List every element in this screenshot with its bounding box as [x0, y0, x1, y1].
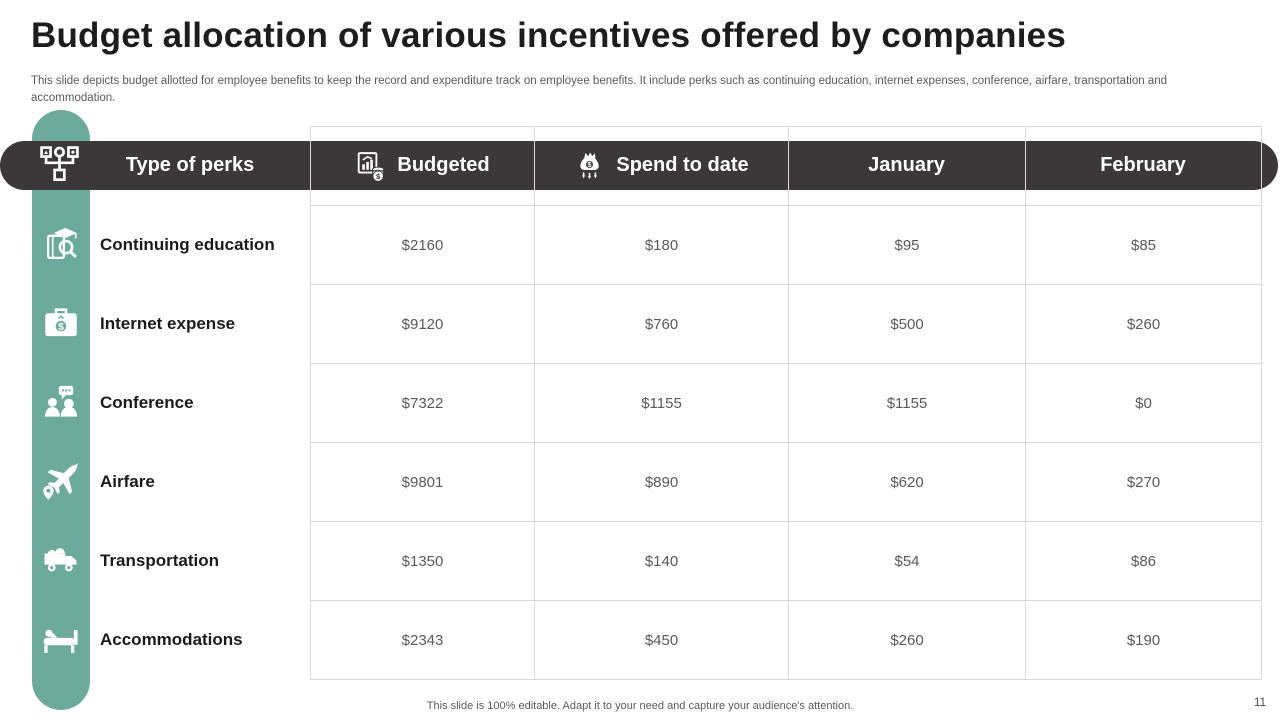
table-cell: $450 [535, 601, 789, 680]
education-icon [32, 205, 90, 284]
table-cell: $1350 [311, 522, 535, 601]
svg-text:$: $ [58, 321, 64, 333]
perk-icons [32, 205, 90, 679]
table-cell: $260 [789, 601, 1026, 680]
table-cell: $180 [535, 206, 789, 285]
row-label: Transportation [100, 550, 220, 570]
table-cell: $0 [1026, 364, 1262, 443]
table-cell: $760 [535, 285, 789, 364]
column-header-label: February [1100, 154, 1186, 176]
table-cell: $2343 [311, 601, 535, 680]
row-label: Internet expense [100, 313, 236, 333]
budget-table [310, 126, 1262, 680]
table-cell: $9120 [311, 285, 535, 364]
svg-text:$: $ [587, 162, 592, 170]
table-cell: $190 [1026, 601, 1262, 680]
hierarchy-icon [38, 144, 81, 187]
column-header-label: January [868, 154, 945, 176]
table-cell: $2160 [311, 206, 535, 285]
editable-note: This slide is 100% editable. Adapt it to your need and capture your audience's attention. [426, 700, 854, 712]
table-cell: $85 [1026, 206, 1262, 285]
svg-text:$: $ [376, 171, 381, 181]
column-header-label: Budgeted [397, 154, 490, 176]
slide-description: This slide depicts budget allotted for employee benefits to keep the record and expenditure track on employee benefits. It include perks such as continuing education, internet expenses, conference, airfare, transportation and accommodation. [31, 75, 1167, 104]
table-cell [789, 127, 1026, 206]
table-cell: $620 [789, 443, 1026, 522]
column-header-label: Spend to date [616, 154, 749, 176]
table-cell: $260 [1026, 285, 1262, 364]
table-cell: $86 [1026, 522, 1262, 601]
table-cell: $1155 [789, 364, 1026, 443]
page-number: 11 [1254, 697, 1266, 709]
plane-pin-icon [32, 442, 90, 521]
table-cell: $1155 [535, 364, 789, 443]
row-label: Continuing education [100, 234, 275, 254]
briefcase-coin-icon [32, 284, 90, 363]
table-cell: $500 [789, 285, 1026, 364]
row-label: Conference [100, 392, 194, 412]
table-cell: $140 [535, 522, 789, 601]
table-cell: $7322 [311, 364, 535, 443]
row-label: Airfare [100, 471, 155, 491]
table-cell: $95 [789, 206, 1026, 285]
table-cell: $54 [789, 522, 1026, 601]
table-cell: $890 [535, 443, 789, 522]
perk-labels [100, 205, 305, 679]
column-header-label: Type of perks [125, 154, 255, 176]
column-header-type-of-perks [95, 141, 285, 190]
table-cell: $9801 [311, 443, 535, 522]
truck-icon [32, 521, 90, 600]
bed-icon [32, 600, 90, 679]
table-cell [1026, 127, 1262, 206]
row-label: Accommodations [100, 629, 243, 649]
page-title: Budget allocation of various incentives offered by companies [31, 16, 1066, 55]
table-cell [311, 127, 535, 206]
table-cell: $270 [1026, 443, 1262, 522]
people-chat-icon [32, 363, 90, 442]
table-cell [535, 127, 789, 206]
